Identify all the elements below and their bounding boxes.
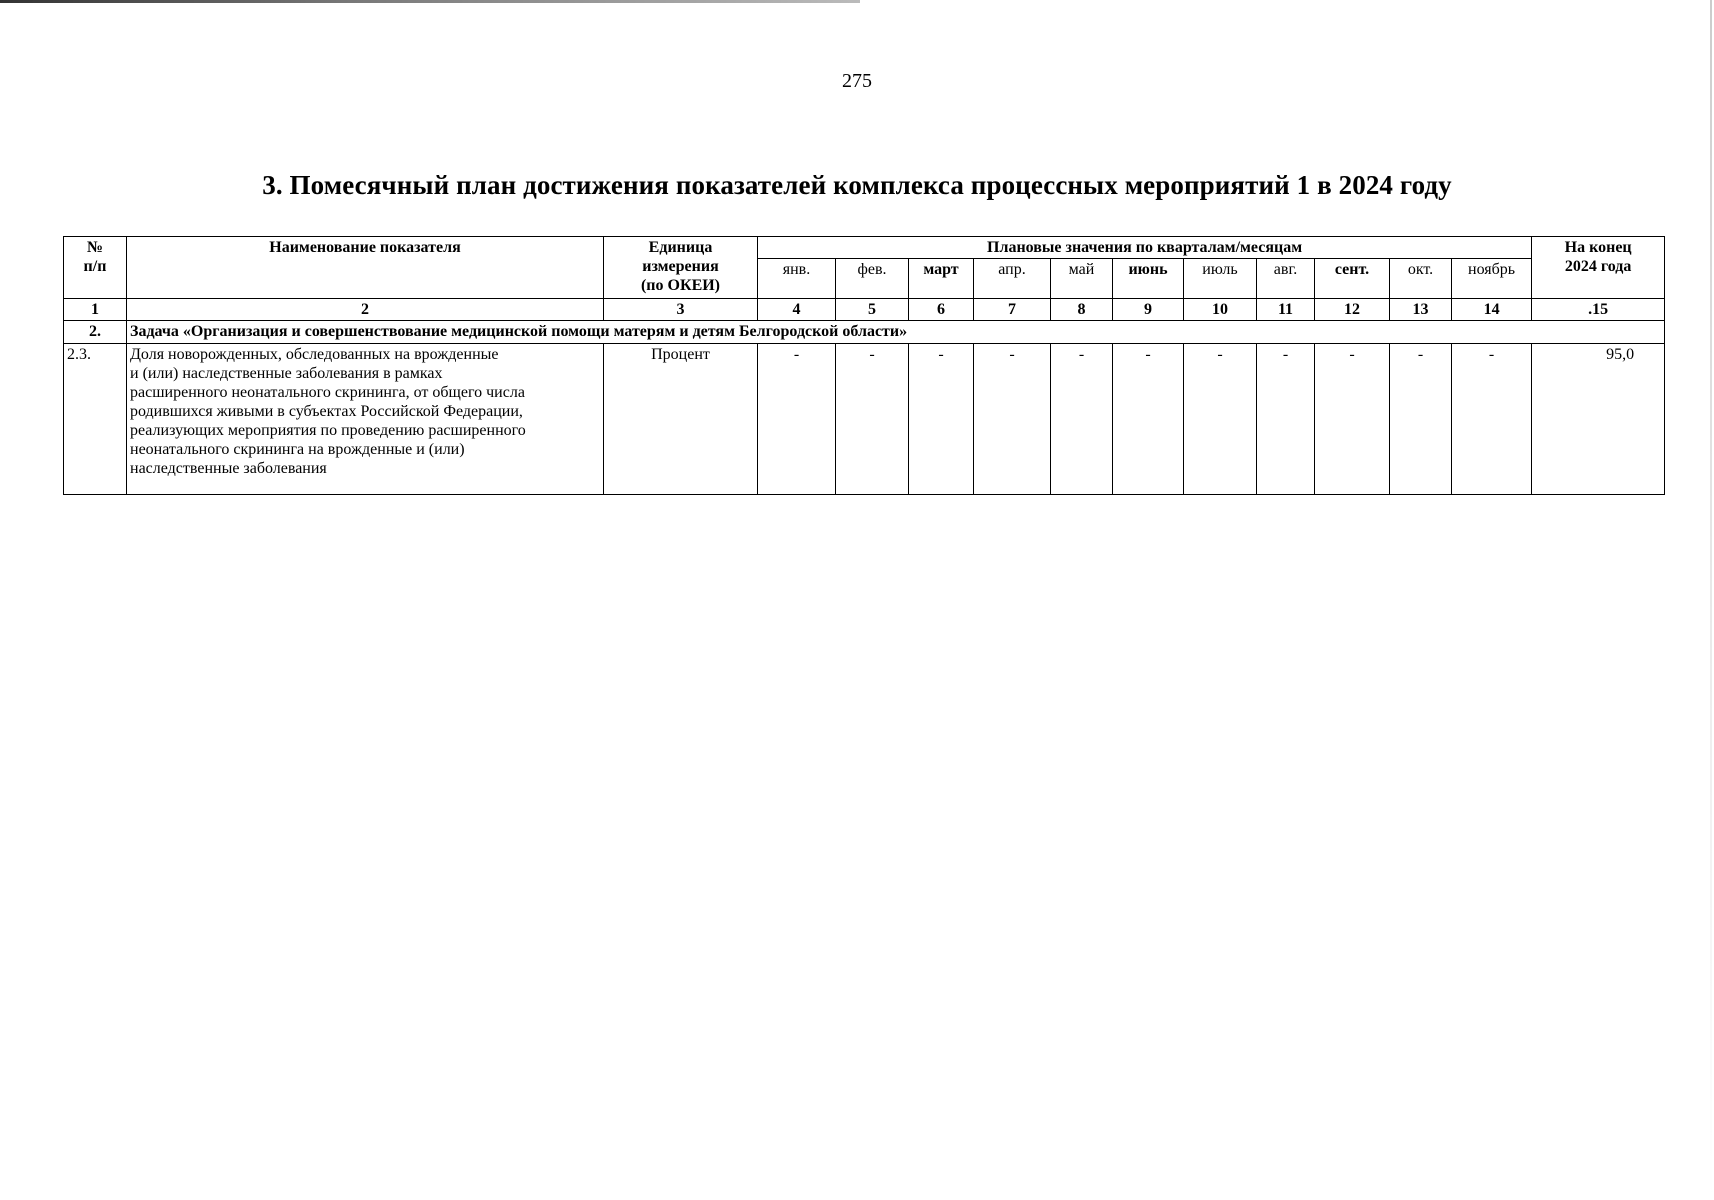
column-number: 14 (1452, 299, 1532, 321)
column-number: 10 (1184, 299, 1257, 321)
header-end-of-year: На конец 2024 года (1532, 237, 1665, 299)
column-number: 8 (1051, 299, 1113, 321)
month-value: - (1184, 344, 1257, 495)
header-month: март (909, 259, 974, 299)
task-num: 2. (64, 321, 127, 344)
header-month: сент. (1315, 259, 1390, 299)
column-number: 1 (64, 299, 127, 321)
header-month: июнь (1113, 259, 1184, 299)
header-num: № п/п (64, 237, 127, 299)
column-number: 7 (974, 299, 1051, 321)
column-number: 13 (1390, 299, 1452, 321)
month-value: - (974, 344, 1051, 495)
header-month: апр. (974, 259, 1051, 299)
document-title: 3. Помесячный план достижения показателей комплекса процессных мероприятий 1 в 2024 году (262, 170, 1452, 200)
column-number: 5 (836, 299, 909, 321)
monthly-plan-table (63, 236, 1665, 495)
scan-edge-top (0, 0, 860, 3)
month-value: - (1452, 344, 1532, 495)
table-row (64, 344, 1665, 495)
month-value: - (1113, 344, 1184, 495)
month-value: - (1051, 344, 1113, 495)
column-number: 9 (1113, 299, 1184, 321)
month-value: - (909, 344, 974, 495)
header-month: май (1051, 259, 1113, 299)
indicator-name: Доля новорожденных, обследованных на врожденные и (или) наследственные заболевания в рамках расширенного неонатального скрининга, от общего числа родившихся живыми в субъектах Российской Федерации, реализующих мероприятия по проведению расширенного неонатального скрининга на врожденные и (или) наследственные заболевания (127, 344, 604, 495)
header-month: июль (1184, 259, 1257, 299)
task-row (64, 321, 1665, 344)
end-of-year-value: 95,0 (1532, 344, 1665, 495)
header-plan-values: Плановые значения по кварталам/месяцам (758, 237, 1532, 259)
column-number: 6 (909, 299, 974, 321)
row-num: 2.3. (64, 344, 127, 495)
page-number: 275 (842, 70, 872, 92)
header-indicator-name: Наименование показателя (127, 237, 604, 299)
header-month: фев. (836, 259, 909, 299)
month-value: - (836, 344, 909, 495)
month-value: - (1390, 344, 1452, 495)
column-number: 2 (127, 299, 604, 321)
column-number: 11 (1257, 299, 1315, 321)
column-number: 4 (758, 299, 836, 321)
header-month: ноябрь (1452, 259, 1532, 299)
unit-value: Процент (604, 344, 758, 495)
header-row-top (64, 237, 1665, 259)
month-value: - (1315, 344, 1390, 495)
month-value: - (1257, 344, 1315, 495)
column-number: .15 (1532, 299, 1665, 321)
month-value: - (758, 344, 836, 495)
header-unit: Единица измерения (по ОКЕИ) (604, 237, 758, 299)
header-month: окт. (1390, 259, 1452, 299)
column-number: 12 (1315, 299, 1390, 321)
header-month: янв. (758, 259, 836, 299)
column-number-row (64, 299, 1665, 321)
task-text: Задача «Организация и совершенствование медицинской помощи матерям и детям Белгородской области» (127, 321, 1665, 344)
header-month: авг. (1257, 259, 1315, 299)
column-number: 3 (604, 299, 758, 321)
